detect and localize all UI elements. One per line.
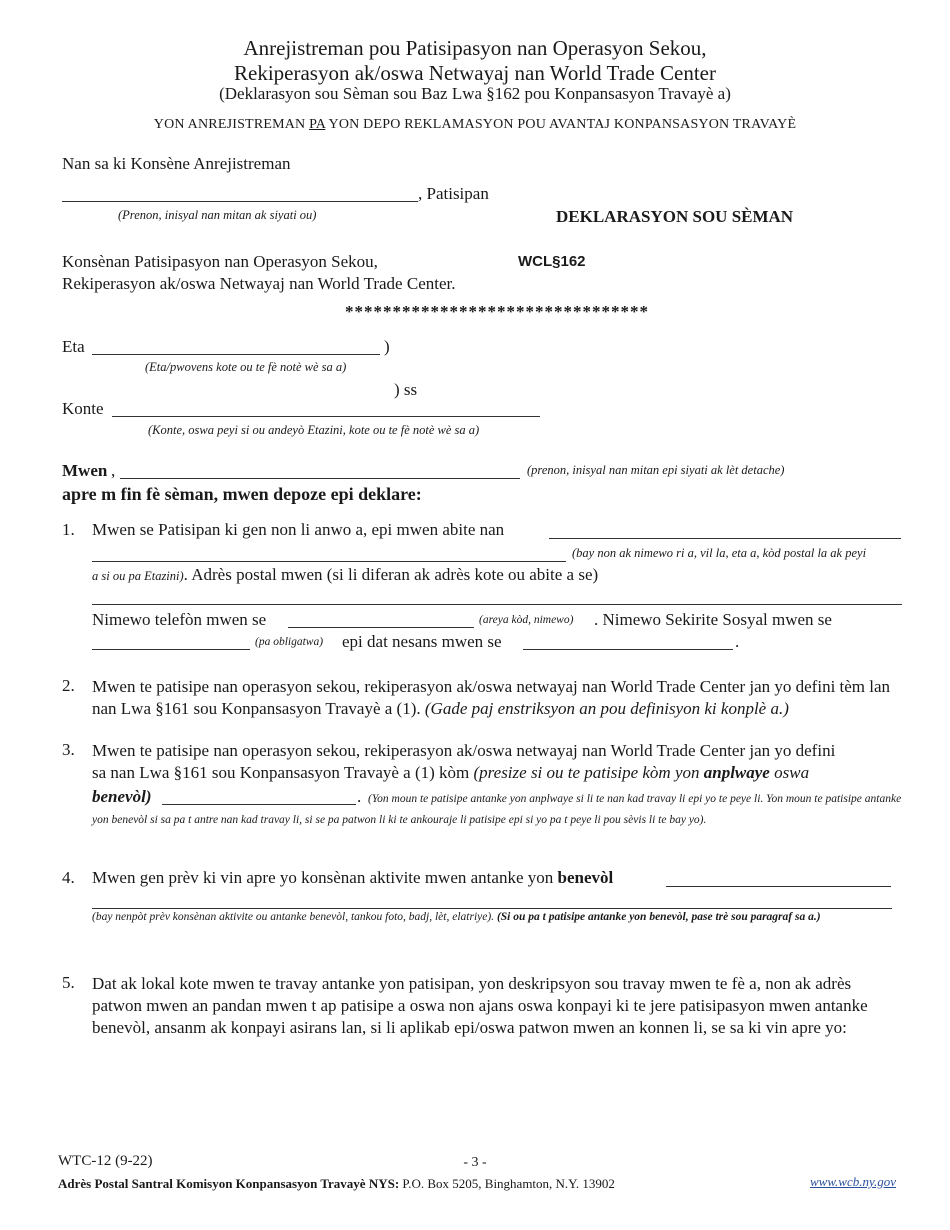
county-hint: (Konte, oswa peyi si ou andeyò Etazini, kote ou te fè notè wè sa a) [148, 423, 480, 437]
volunteer-evidence-line-1[interactable] [666, 886, 891, 887]
postal-label: . Adrès postal mwen (si li diferan ak adrès kote ou abite a se) [183, 565, 599, 584]
item-3-number: 3. [62, 740, 75, 759]
item-3-dot: . [357, 787, 362, 806]
residence-hint-a: (bay non ak nimewo ri a, vil la, eta a, kòd postal la ak peyi [572, 546, 867, 560]
item-5-number: 5. [62, 973, 75, 992]
residence-hint-b: a si ou pa Etazini) [92, 569, 184, 583]
title-line-1: Anrejistreman pou Patisipasyon nan Operasyon Sekou, [243, 36, 707, 60]
item-4-hint: (bay nenpòt prèv konsènan aktivite ou antanke benevòl, tankou foto, badj, lèt, elatriye). [92, 911, 495, 923]
state-input-line[interactable] [92, 354, 380, 355]
title-line-2: Rekiperasyon ak/oswa Netwayaj nan World Trade Center [234, 61, 716, 85]
participant-suffix: , Patisipan [418, 184, 489, 203]
item-3-employee: anplwaye [703, 763, 770, 782]
county-input-line[interactable] [112, 416, 540, 417]
participant-name-line[interactable] [62, 201, 418, 202]
form-id: WTC-12 (9-22) [58, 1153, 153, 1169]
item-3-line-1: Mwen te patisipe nan operasyon sekou, rekiperasyon ak/oswa netwayaj nan World Trade Center jan yo defini [92, 741, 836, 760]
dob-end: . [735, 632, 740, 651]
notice-pre: YON ANREJISTREMAN [153, 117, 310, 132]
state-paren: ) [384, 337, 390, 356]
ss-label: ) ss [394, 380, 418, 399]
postal-row [92, 565, 598, 585]
wcl-section: WCL§162 [518, 253, 586, 270]
item-3-line-2-a: sa nan Lwa §161 sou Konpansasyon Travayè a (1) kòm [92, 763, 470, 782]
matter-of-label: Nan sa ki Konsène Anrejistreman [62, 154, 291, 173]
address-label: Adrès Postal Santral Komisyon Konpansasyon Travayè NYS: [58, 1176, 400, 1191]
item-4-strike-note: (Si ou pa t patisipe antanke yon benevòl, pase trè sou paragraf sa a.) [496, 911, 821, 923]
affidavit-title: DEKLARASYON SOU SÈMAN [556, 207, 794, 226]
postal-address-line[interactable] [92, 604, 902, 605]
item-5-text: Dat ak lokal kote mwen te travay antanke yon patisipan, yon deskripsyon sou travay mwen te fè a, non ak adrès patwon mwen an pandan mwen t ap patisipe a oswa non ajans oswa konpayi ki te jere patisipasyon mwen antanke benevòl, ansanm ak konpayi asirans lan, si li aplikab epi/oswa patwon mwen an konnen li, se sa ki vin apre yo: [92, 974, 868, 1037]
phone-label: Nimewo telefòn mwen se [92, 610, 267, 629]
county-label: Konte [62, 399, 104, 418]
item-1-number: 1. [62, 520, 75, 539]
item-3-volunteer: benevòl) [92, 787, 152, 806]
item-2-number: 2. [62, 676, 75, 695]
notice-pa: PA [309, 117, 326, 132]
mwen-comma: , [111, 461, 116, 480]
residence-line-2[interactable] [92, 561, 566, 562]
concerning-line-1: Konsènan Patisipasyon nan Operasyon Sekou, [62, 252, 378, 271]
item-3-oswa: oswa [774, 763, 810, 782]
item-4-note [92, 906, 902, 929]
sworn-statement: apre m fin fè sèman, mwen depoze epi deklare: [62, 484, 422, 504]
ssn-input-line[interactable] [92, 649, 250, 650]
page-number: - 3 - [463, 1155, 487, 1170]
address-text: P.O. Box 5205, Binghamton, N.Y. 13902 [399, 1176, 615, 1191]
website-link[interactable]: www.wcb.ny.gov [810, 1174, 897, 1189]
subtitle: (Deklarasyon sou Sèman sou Baz Lwa §162 pou Konpansasyon Travayè a) [219, 84, 731, 103]
affiant-name-hint: (prenon, inisyal nan mitan epi siyati ak lèt detache) [527, 463, 785, 477]
affiant-name-line[interactable] [120, 478, 520, 479]
state-hint: (Eta/pwovens kote ou te fè notè wè sa a) [145, 360, 347, 374]
participant-hint: (Prenon, inisyal nan mitan ak siyati ou) [118, 208, 317, 222]
notice-post: YON DEPO REKLAMASYON POU AVANTAJ KONPANSASYON TRAVAYÈ [325, 117, 797, 132]
phone-input-line[interactable] [288, 627, 474, 628]
item-4-row [92, 868, 613, 888]
concerning-line-2: Rekiperasyon ak/oswa Netwayaj nan World Trade Center. [62, 274, 456, 293]
dob-input-line[interactable] [523, 649, 733, 650]
state-label: Eta [62, 337, 85, 356]
item-3-line-2 [92, 763, 809, 783]
residence-line-1[interactable] [549, 538, 901, 539]
item-4-text: Mwen gen prèv ki vin apre yo konsènan aktivite mwen antanke yon [92, 868, 554, 887]
item-3-line-2-italic: (presize si ou te patisipe kòm yon [473, 763, 700, 782]
item-2-note: (Gade paj enstriksyon an pou definisyon ki konplè a.) [424, 699, 789, 718]
mwen-label: Mwen [62, 461, 108, 480]
item-1-text: Mwen se Patisipan ki gen non li anwo a, epi mwen abite nan [92, 520, 505, 539]
ssn-hint: (pa obligatwa) [255, 636, 324, 648]
separator-stars: ******************************** [345, 302, 649, 321]
ssn-label: . Nimewo Sekirite Sosyal mwen se [594, 610, 832, 629]
notice [0, 117, 950, 133]
item-2-text [92, 676, 906, 720]
item-4-number: 4. [62, 868, 75, 887]
item-4-volunteer: benevòl [557, 868, 614, 887]
dob-label: epi dat nesans mwen se [342, 632, 502, 651]
item-3-note: (Yon moun te patisipe antanke yon anplwaye si li te nan kad travay li epi yo te peye li. Yon moun te patisipe antanke yon benevòl si sa pa t antre nan kad travay li, si se pa patwon li ki te ankouraje li patisipe epi si yo pa t peye li pou sèvis li te bay yo). [92, 793, 902, 826]
footer-address [58, 1176, 615, 1192]
phone-hint: (areya kòd, nimewo) [479, 614, 574, 626]
item-2-body: Mwen te patisipe nan operasyon sekou, rekiperasyon ak/oswa netwayaj nan World Trade Center jan yo defini tèm lan nan Lwa §161 sou Konpansasyon Travayè a (1). [92, 677, 891, 718]
